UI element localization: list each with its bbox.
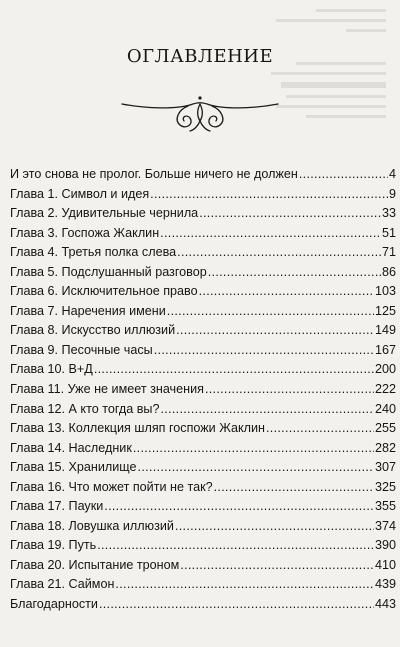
toc-entry-page: 149: [374, 323, 396, 338]
toc-entry-title: Глава 1. Символ и идея: [10, 186, 150, 201]
toc-entry[interactable]: [10, 402, 396, 422]
toc-entry-page: 51: [381, 225, 396, 240]
table-of-contents: [10, 167, 396, 617]
toc-entry-page: 240: [374, 401, 396, 416]
toc-entry[interactable]: [10, 284, 396, 304]
toc-entry-page: 125: [374, 303, 396, 318]
toc-entry-title: Глава 13. Коллекция шляп госпожи Жаклин: [10, 421, 265, 436]
toc-entry-title: Глава 17. Пауки: [10, 499, 104, 514]
toc-entry[interactable]: [10, 167, 396, 187]
toc-entry-title: Глава 4. Третья полка слева: [10, 245, 177, 260]
toc-entry[interactable]: [10, 265, 396, 285]
leader-dots: [299, 167, 388, 181]
toc-entry-title: Глава 7. Наречения имени: [10, 303, 166, 318]
toc-entry-title: Глава 11. Уже не имеет значения: [10, 382, 204, 397]
toc-entry[interactable]: [10, 421, 396, 441]
leader-dots: [160, 226, 381, 240]
bleed-through-text: [266, 2, 386, 152]
leader-dots: [175, 519, 374, 533]
toc-entry-title: Глава 20. Испытание троном: [10, 557, 180, 572]
toc-entry[interactable]: [10, 499, 396, 519]
toc-entry-page: 307: [374, 460, 396, 475]
toc-entry[interactable]: [10, 577, 396, 597]
toc-entry-page: 410: [374, 557, 396, 572]
toc-entry-page: 167: [374, 342, 396, 357]
toc-entry-page: 282: [374, 440, 396, 455]
leader-dots: [104, 499, 374, 513]
toc-entry[interactable]: [10, 206, 396, 226]
toc-entry[interactable]: [10, 441, 396, 461]
leader-dots: [99, 597, 374, 611]
toc-entry[interactable]: [10, 460, 396, 480]
toc-entry-page: 443: [374, 597, 396, 612]
toc-entry[interactable]: [10, 226, 396, 246]
toc-entry[interactable]: [10, 519, 396, 539]
flourish-ornament-icon: [118, 88, 282, 138]
toc-entry[interactable]: [10, 538, 396, 558]
toc-entry-title: Глава 2. Удивительные чернила: [10, 206, 199, 221]
contents-heading: ОГЛАВЛЕНИЕ: [126, 46, 274, 67]
toc-entry[interactable]: [10, 480, 396, 500]
leader-dots: [97, 538, 374, 552]
toc-entry-page: 325: [374, 479, 396, 494]
toc-entry[interactable]: [10, 343, 396, 363]
toc-entry-page: 255: [374, 421, 396, 436]
toc-entry-title: Глава 5. Подслушанный разговор: [10, 264, 207, 279]
toc-entry-page: 390: [374, 538, 396, 553]
toc-entry-page: 222: [374, 382, 396, 397]
leader-dots: [205, 382, 374, 396]
toc-entry[interactable]: [10, 382, 396, 402]
leader-dots: [199, 206, 381, 220]
toc-entry-page: 4: [388, 167, 396, 181]
toc-entry-title: Благодарности: [10, 597, 98, 612]
toc-entry-title: Глава 15. Хранилище: [10, 460, 137, 475]
toc-entry-title: Глава 18. Ловушка иллюзий: [10, 518, 174, 533]
toc-entry-title: Глава 16. Что может пойти не так?: [10, 479, 213, 494]
leader-dots: [266, 421, 374, 435]
toc-entry-title: Глава 21. Саймон: [10, 577, 115, 592]
toc-entry-title: Глава 19. Путь: [10, 538, 97, 553]
toc-entry-title: И это снова не пролог. Больше ничего не должен: [10, 167, 298, 181]
toc-entry-page: 103: [374, 284, 396, 299]
toc-entry-page: 86: [381, 264, 396, 279]
toc-entry[interactable]: [10, 362, 396, 382]
toc-entry-title: Глава 12. А кто тогда вы?: [10, 401, 160, 416]
leader-dots: [160, 402, 374, 416]
toc-entry-title: Глава 8. Искусство иллюзий: [10, 323, 176, 338]
toc-entry-page: 200: [374, 362, 396, 377]
leader-dots: [176, 323, 374, 337]
leader-dots: [167, 304, 374, 318]
toc-entry-page: 71: [381, 245, 396, 260]
leader-dots: [94, 362, 374, 376]
toc-entry-title: Глава 14. Наследник: [10, 440, 132, 455]
leader-dots: [138, 460, 374, 474]
toc-entry-title: Глава 3. Госпожа Жаклин: [10, 225, 160, 240]
toc-entry-title: Глава 10. В+Д: [10, 362, 93, 377]
toc-entry-title: Глава 6. Исключительное право: [10, 284, 198, 299]
toc-entry[interactable]: [10, 304, 396, 324]
leader-dots: [115, 577, 374, 591]
toc-entry-page: 439: [374, 577, 396, 592]
leader-dots: [154, 343, 374, 357]
toc-entry[interactable]: [10, 558, 396, 578]
toc-entry[interactable]: [10, 323, 396, 343]
leader-dots: [208, 265, 381, 279]
toc-entry-page: 374: [374, 518, 396, 533]
leader-dots: [150, 187, 388, 201]
toc-entry[interactable]: [10, 245, 396, 265]
toc-entry-page: 33: [381, 206, 396, 221]
leader-dots: [199, 284, 374, 298]
leader-dots: [177, 245, 381, 259]
toc-entry-page: 9: [388, 186, 396, 201]
leader-dots: [133, 441, 374, 455]
leader-dots: [180, 558, 374, 572]
leader-dots: [214, 480, 374, 494]
toc-entry-title: Глава 9. Песочные часы: [10, 342, 153, 357]
toc-entry-page: 355: [374, 499, 396, 514]
toc-entry[interactable]: [10, 187, 396, 207]
toc-entry[interactable]: [10, 597, 396, 617]
